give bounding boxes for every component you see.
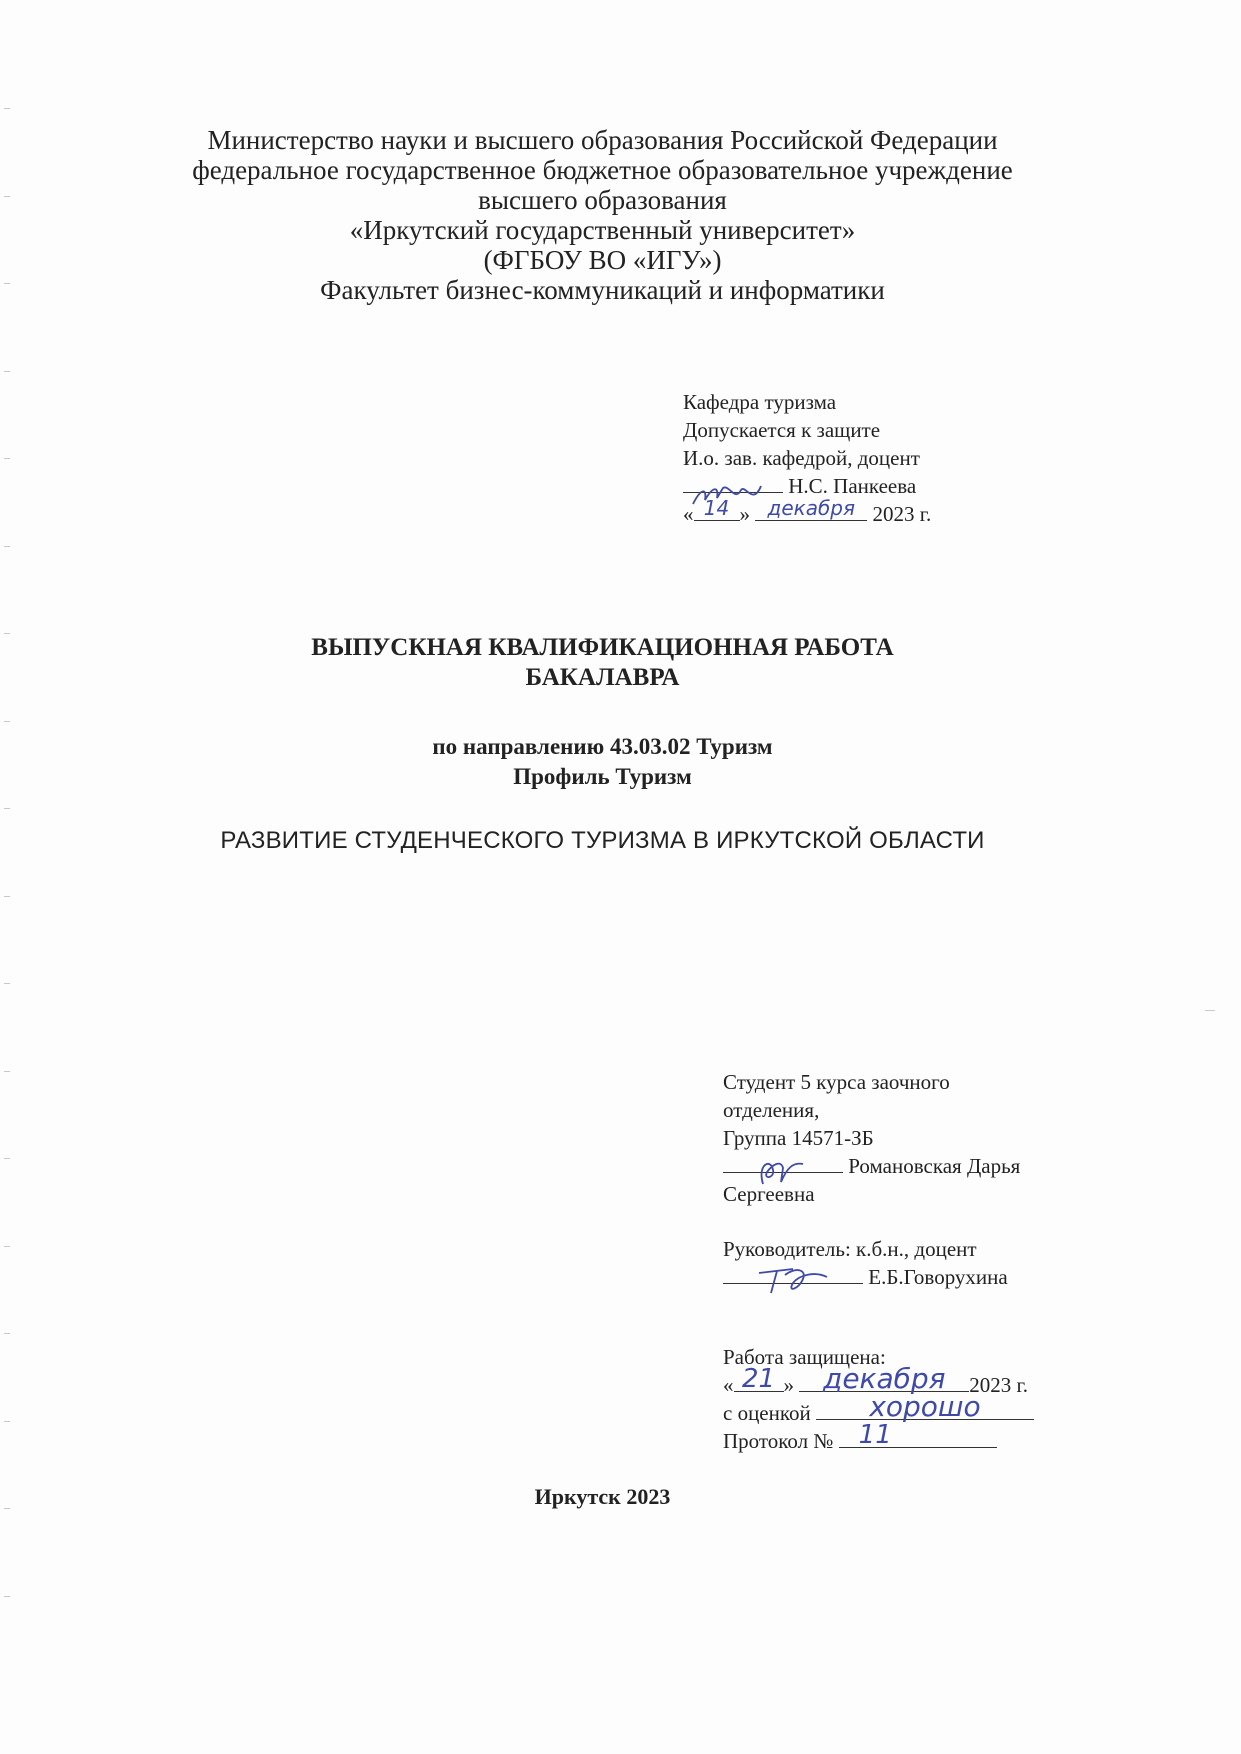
signature-field: [723, 1265, 863, 1284]
header-line-institution-type: федеральное государственное бюджетное образовательное учреждение: [192, 155, 1013, 185]
scan-mark: [4, 1596, 10, 1597]
approval-block: [683, 388, 931, 528]
direction-line: по направлению 43.03.02 Туризм: [432, 734, 773, 759]
header-line-faculty: Факультет бизнес-коммуникаций и информатики: [320, 275, 885, 305]
supervisor-signature-line: [723, 1263, 1008, 1291]
month-field: [799, 1362, 969, 1395]
handwritten-month: декабря: [767, 496, 856, 520]
defense-date: [723, 1362, 1034, 1399]
student-name-first: Романовская Дарья: [848, 1154, 1021, 1178]
grade-label: с оценкой: [723, 1401, 811, 1425]
scan-mark: [4, 1333, 10, 1334]
admission-label: Допускается к защите: [683, 418, 881, 442]
handwritten-protocol: 11: [858, 1420, 892, 1450]
scan-mark: [4, 721, 10, 722]
institution-header: [0, 125, 1205, 305]
handwritten-grade: хорошо: [869, 1390, 981, 1423]
approval-year: 2023 г.: [872, 502, 932, 526]
student-block: [723, 1068, 1020, 1208]
protocol-label: Протокол №: [723, 1429, 834, 1453]
defense-block: [723, 1343, 1034, 1455]
scan-mark: [4, 1158, 10, 1159]
scan-mark: [4, 546, 10, 547]
signature-field: [723, 1154, 843, 1173]
handwritten-day: 21: [741, 1364, 776, 1394]
defense-label: Работа защищена:: [723, 1345, 886, 1369]
scan-mark: [4, 1246, 10, 1247]
scan-mark: [4, 108, 10, 109]
student-course: Студент 5 курса заочного: [723, 1070, 950, 1094]
header-line-education-level: высшего образования: [478, 185, 727, 215]
quote-open: «: [683, 502, 694, 526]
thesis-topic: РАЗВИТИЕ СТУДЕНЧЕСКОГО ТУРИЗМА В ИРКУТСКОЙ ОБЛАСТИ: [220, 827, 985, 854]
handwritten-day: 14: [703, 496, 730, 520]
student-group: Группа 14571-ЗБ: [723, 1126, 874, 1150]
grade-field: [816, 1390, 1034, 1423]
supervisor-name: Е.Б.Говорухина: [868, 1265, 1008, 1289]
header-line-ministry: Министерство науки и высшего образования Российской Федерации: [207, 125, 998, 155]
header-line-abbreviation: (ФГБОУ ВО «ИГУ»): [483, 245, 722, 275]
scan-mark: [4, 1421, 10, 1422]
header-line-university: «Иркутский государственный университет»: [349, 215, 856, 245]
student-signature-line: [723, 1152, 1020, 1180]
city-year: Иркутск 2023: [534, 1484, 671, 1509]
head-name: Н.С. Панкеева: [788, 474, 917, 498]
work-title-line-1: ВЫПУСКНАЯ КВАЛИФИКАЦИОННАЯ РАБОТА: [311, 634, 894, 661]
scan-mark: [1205, 1010, 1215, 1011]
direction-block: [0, 732, 1205, 792]
defense-grade: [723, 1390, 1034, 1427]
quote-close: »: [783, 1373, 794, 1397]
scan-mark: [4, 371, 10, 372]
handwritten-month: декабря: [822, 1362, 946, 1395]
quote-open: «: [723, 1373, 734, 1397]
month-field: [755, 496, 867, 521]
scan-mark: [4, 896, 10, 897]
work-title: [0, 633, 1205, 693]
scan-mark: [4, 458, 10, 459]
scan-mark: [4, 1071, 10, 1072]
day-field: [694, 496, 740, 521]
work-title-line-2: БАКАЛАВРА: [525, 664, 680, 691]
defense-year: 2023 г.: [969, 1373, 1028, 1397]
student-department: отделения,: [723, 1098, 820, 1122]
quote-close: »: [739, 502, 750, 526]
head-title: И.о. зав. кафедрой, доцент: [683, 446, 920, 470]
scan-mark: [4, 808, 10, 809]
scan-mark: [4, 983, 10, 984]
signature-field: [683, 474, 783, 493]
day-field: [734, 1364, 784, 1394]
student-name-patronymic: Сергеевна: [723, 1182, 815, 1206]
protocol-field: [839, 1420, 997, 1450]
profile-line: Профиль Туризм: [513, 764, 692, 789]
department-name: Кафедра туризма: [683, 390, 837, 414]
supervisor-block: [723, 1235, 1008, 1291]
approval-date: [683, 496, 932, 528]
head-signature-line: [683, 472, 931, 500]
defense-protocol: [723, 1420, 1034, 1455]
supervisor-title: Руководитель: к.б.н., доцент: [723, 1237, 977, 1261]
